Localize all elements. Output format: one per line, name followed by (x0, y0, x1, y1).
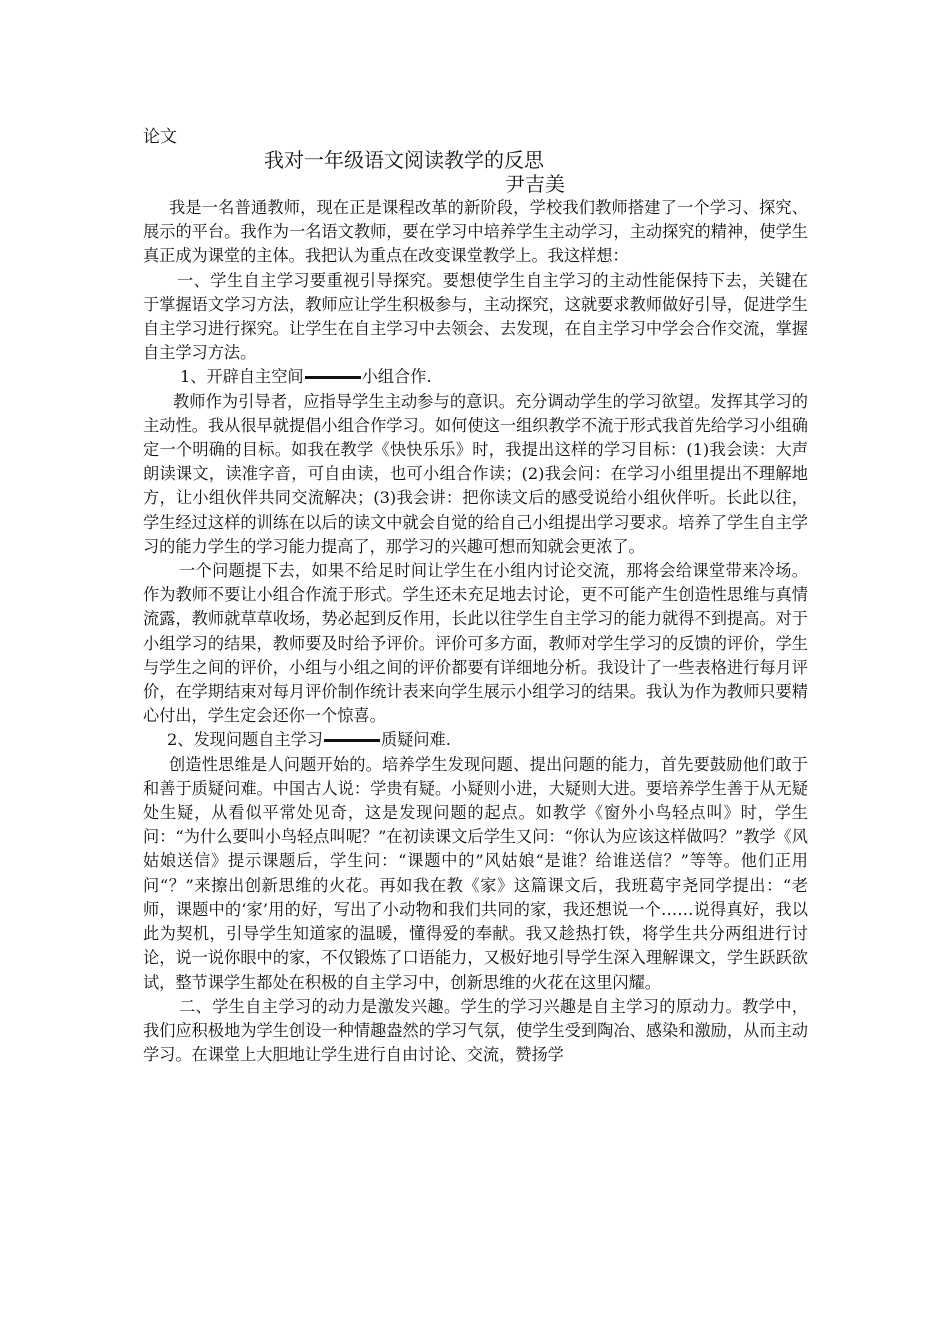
paragraph-group-work: 教师作为引导者，应指导学生主动参与的意识。充分调动学生的学习欲望。发挥其学习的主动性。我从很早就提倡小组合作学习。如何使这一组织教学不流于形式我首先给学习小组确定一个明确的目标。如我在教学《快快乐乐》时，我提出这样的学习目标：(1)我会读：大声朗读课文，读准字音，可自由读，也可小组合作读；(2)我会问：在学习小组里提出不理解地方，让小组伙伴共同交流解决；(3)我会讲：把你读文后的感受说给小组伙伴听。长此以往，学生经过这样的训练在以后的读文中就会自觉的给自己小组提出学习要求。培养了学生自主学习的能力学生的学习能力提高了，那学习的兴趣可想而知就会更浓了。 (143, 391, 808, 556)
paragraph-section-two: 二、学生自主学习的动力是激发兴趣。学生的学习兴趣是自主学习的原动力。教学中，我们应积极地为学生创设一种情趣盎然的学习气氛，使学生受到陶冶、感染和激励，从而主动学习。在课堂上大胆地让学生进行自由讨论、交流，赞扬学 (143, 996, 808, 1065)
paragraph-discussion: 一个问题提下去，如果不给足时间让学生在小组内讨论交流，那将会给课堂带来冷场。作为教师不要让小组合作流于形式。学生还未充足地去讨论，更不可能产生创造性思维与真情流露，教师就草草收场，势必起到反作用，长此以往学生自主学习的能力就得不到提高。对于小组学习的结果，教师要及时给予评价。评价可多方面，教师对学生学习的反馈的评价，学生与学生之间的评价，小组与小组之间的评价都要有详细地分析。我设计了一些表格进行每月评价，在学期结束对每月评价制作统计表来向学生展示小组学习的结果。我认为作为教师只要精心付出，学生定会还你一个惊喜。 (143, 561, 808, 726)
subheading-two (143, 728, 808, 752)
paragraph-section-one: 一、学生自主学习要重视引导探究。要想使学生自主学习的主动性能保持下去，关键在于掌握语文学习方法，教师应让学生积极参与，主动探究，这就要求教师做好引导，促进学生自主学习进行探究。让学生在自主学习中去领会、去发现，在自主学习中学会合作交流，掌握自主学习方法。 (143, 270, 808, 363)
dash-rule (305, 376, 361, 379)
paragraph-questioning: 创造性思维是人问题开始的。培养学生发现问题、提出问题的能力，首先要鼓励他们敢于和善于质疑问难。中国古人说：学贵有疑。小疑则小进，大疑则大进。要培养学生善于从无疑处生疑，从看似平常处见奇，这是发现问题的起点。如教学《窗外小鸟轻点叫》时，学生问：“为什么要叫小鸟轻点叫呢？”在初读课文后学生又问：“你认为应该这样做吗？”教学《风姑娘送信》提示课题后，学生问：“课题中的”风姑娘“是谁？给谁送信？”等等。他们正用问“？”来擦出创新思维的火花。再如我在教《家》这篇课文后，我班葛宇尧同学提出：“老师，课题中的‘家’用的好，写出了小动物和我们共同的家，我还想说一个……说得真好，我以此为契机，引导学生知道家的温暖，懂得爱的奉献。我又趁热打铁，将学生共分两组进行讨论，说一说你眼中的家，不仅锻炼了口语能力，又极好地引导学生深入理解课文，学生跃跃欲试，整节课学生都处在积极的自主学习中，创新思维的火花在这里闪耀。 (143, 754, 808, 992)
subheading-two-left: 2、发现问题自主学习 (167, 730, 323, 750)
subheading-two-right: 质疑问难. (381, 730, 451, 750)
document-title: 我对一年级语文阅读教学的反思 (264, 148, 544, 172)
subheading-one-right: 小组合作. (361, 367, 432, 387)
dash-rule (324, 739, 380, 742)
paragraph-intro: 我是一名普通教师，现在正是课程改革的新阶段，学校我们教师搭建了一个学习、探究、展示的平台。我作为一名语文教师，要在学习中培养学生主动学习，主动探究的精神，使学生真正成为课堂的主体。我把认为重点在改变课堂教学上。我这样想： (143, 198, 808, 266)
subheading-one (143, 365, 808, 389)
document-label: 论文 (143, 127, 177, 147)
document-author: 尹吉美 (505, 172, 565, 196)
subheading-one-left: 1、开辟自主空间 (180, 367, 304, 387)
document-page (143, 126, 808, 1067)
